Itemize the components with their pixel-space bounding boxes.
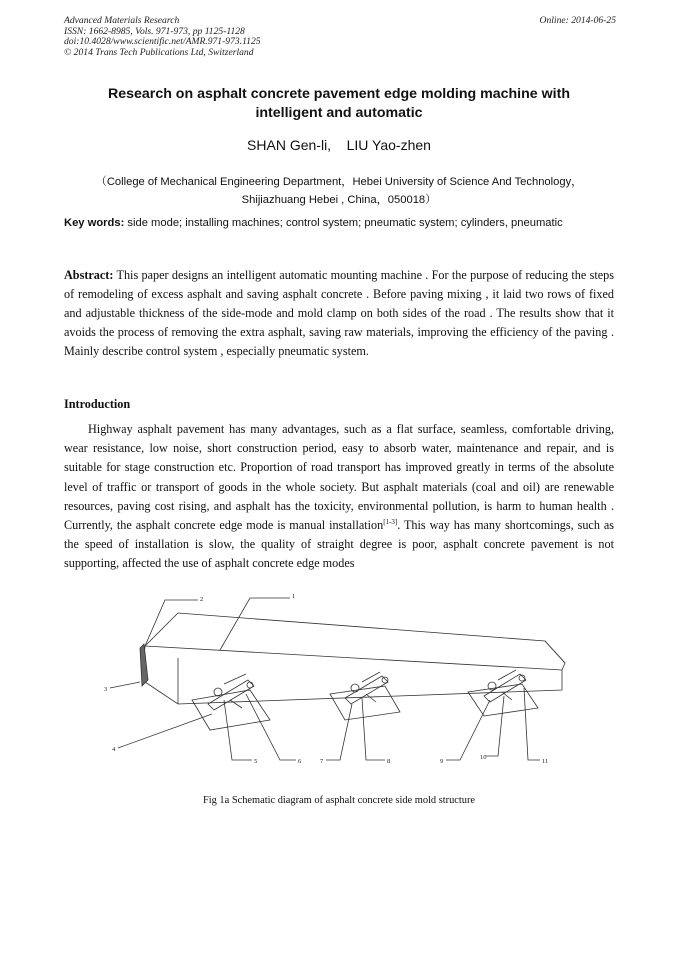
label-1: 1 [292,593,296,600]
title-line-1: Research on asphalt concrete pavement edge molding machine with [107,86,570,102]
label-7: 7 [320,758,324,765]
label-6: 6 [298,758,302,765]
label-11: 11 [542,758,549,765]
journal-name: Advanced Materials Research [64,15,180,26]
leader-1 [220,598,290,650]
end-plate [140,644,148,686]
label-10: 10 [480,754,487,761]
keywords-label: Key words: [64,217,125,229]
label-5: 5 [254,758,258,765]
title-line-2: intelligent and automatic [255,105,423,121]
copyright-line: © 2014 Trans Tech Publications Ltd, Switzerland [64,46,254,58]
doi-line: doi:10.4028/www.scientific.net/AMR.971-973.1125 [64,36,261,48]
beam-end [545,641,565,670]
abstract [64,266,614,361]
label-4: 4 [112,746,116,753]
abstract-label: Abstract: [64,268,114,282]
issn-line: ISSN: 1662-8985, Vols. 971-973, pp 1125-1128 [64,25,245,37]
label-3: 3 [104,686,108,693]
leader-10 [486,696,504,756]
leader-5 [224,700,252,760]
beam-front-top [145,646,562,670]
side-mold-schematic [100,588,580,773]
journal-header [64,16,261,58]
abstract-text: This paper designs an intelligent automatic mounting machine . For the purpose of reducing the steps of remodeling of excess asphalt and saving asphalt concrete . Before paving mixing , it laid two rows of fixed and adjustable thickness of the side-mode and mold clamp on both sides of the road . The results show that it avoids the process of removing the extra asphalt, saving raw materials, improving the efficiency of the paving . Mainly describe control system , especially pneumatic system. [64,268,614,358]
schematic-figure [100,588,580,773]
paper-title [64,85,614,123]
introduction-paragraph [64,420,614,574]
label-9: 9 [440,758,444,765]
leader-7 [326,704,352,760]
citation-ref: [1-3] [383,518,398,527]
keywords-text: side mode; installing machines; control system; pneumatic system; cylinders, pneumatic [124,217,563,229]
label-8: 8 [387,758,391,765]
affiliation-line-2: Shijiazhuang Hebei , China，050018） [241,194,437,206]
leader-3 [110,682,140,688]
authors: SHAN Gen-li, LIU Yao-zhen [247,137,431,153]
leader-8 [362,698,385,760]
affiliation [64,173,614,209]
label-2: 2 [200,596,204,603]
leader-2 [145,600,198,646]
leader-4 [118,714,212,748]
figure-caption: Fig 1a Schematic diagram of asphalt concrete side mold structure [202,795,476,806]
intro-text-b: . This way has many shortcomings, such as the speed of installation is slow, the quality of straight degree is poor, asphalt concrete pavement is not supporting, affected the use of asphalt concrete edge modes [64,518,614,571]
beam-front-face [142,646,562,704]
intro-text-a: Highway asphalt pavement has many advantages, such as a flat surface, seamless, comfortable driving, wear resistance, low noise, short construction period, easy to absorb water, maintenance and repair, and is suitable for stage construction etc. Proportion of road transport has improved greatly in terms of the absolute level of traffic or transport of goods in the whole society. But asphalt materials (coal and oil) are renewable resources, paving cost rising, and asphalt has the toxicity, environmental pollution, is harm to human health . Currently, the asphalt concrete edge mode is manual installation [64,422,614,533]
online-date: Online: 2014-06-25 [539,15,616,26]
leader-6 [246,694,296,760]
beam-top-edge [145,613,565,663]
introduction-heading: Introduction [64,397,131,411]
leader-9 [446,700,490,760]
affiliation-line-1: （College of Mechanical Engineering Department，Hebei University of Science And Technology， [95,176,583,188]
keywords [64,215,614,232]
